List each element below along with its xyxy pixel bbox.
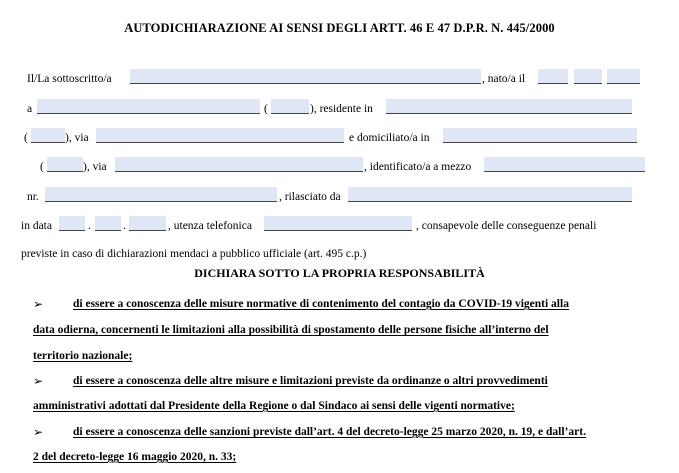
data-mese-field[interactable] — [95, 216, 121, 231]
via-residenza-field[interactable] — [96, 128, 344, 143]
label-paren-open: ( — [264, 103, 268, 115]
via-residenza-input[interactable] — [96, 131, 344, 145]
documento-field[interactable] — [484, 157, 645, 172]
label-a: a — [27, 103, 33, 115]
numero-field[interactable] — [45, 187, 277, 202]
nascita-anno-field[interactable] — [607, 69, 640, 84]
residenza-input[interactable] — [386, 102, 632, 116]
via-domicilio-field[interactable] — [115, 157, 363, 172]
nascita-giorno-input[interactable] — [538, 72, 568, 86]
label-residente: ), residente in — [310, 103, 373, 115]
documento-input[interactable] — [484, 160, 645, 174]
via-domicilio-input[interactable] — [115, 160, 363, 174]
label-previste: previste in caso di dichiarazioni mendaci a pubblico ufficiale (art. 495 c.p.) — [21, 248, 367, 260]
data-giorno-input[interactable] — [59, 219, 85, 233]
data-anno-input[interactable] — [129, 219, 166, 233]
label-dot-1: . — [88, 220, 91, 232]
label-rilasciato: , rilasciato da — [279, 191, 341, 203]
label-nato: , nato/a il — [482, 73, 526, 85]
prov-residenza-input[interactable] — [31, 131, 65, 145]
data-mese-input[interactable] — [95, 219, 121, 233]
residenza-field[interactable] — [386, 99, 632, 114]
nascita-giorno-field[interactable] — [538, 69, 568, 84]
rilasciato-da-input[interactable] — [348, 190, 632, 204]
luogo-nascita-input[interactable] — [37, 102, 260, 116]
label-utenza: , utenza telefonica — [168, 220, 252, 232]
document-title: AUTODICHIARAZIONE AI SENSI DEGLI ARTT. 46 E 47 D.P.R. N. 445/2000 — [124, 21, 555, 35]
label-nr: nr. — [27, 191, 39, 203]
item-1-line-1: di essere a conoscenza delle misure normative di contenimento del contagio da COVID-19 vigenti alla — [73, 298, 569, 310]
prov-nascita-field[interactable] — [271, 99, 309, 114]
label-paren-open-2: ( — [24, 132, 28, 144]
label-identificato: , identificato/a a mezzo — [364, 161, 472, 173]
bullet-arrow-icon: ➢ — [33, 297, 44, 311]
domicilio-input[interactable] — [443, 131, 637, 145]
item-1-line-2: data odierna, concernenti le limitazioni alla possibilità di spostamento delle persone fisiche all’interno del — [33, 324, 549, 336]
dichiara-heading: DICHIARA SOTTO LA PROPRIA RESPONSABILITÀ — [194, 266, 485, 280]
item-3-line-1: di essere a conoscenza delle sanzioni previste dall’art. 4 del decreto-legge 25 marzo 2020, n. 19, e dall’art. — [73, 426, 586, 438]
prov-domicilio-field[interactable] — [47, 157, 83, 172]
data-anno-field[interactable] — [129, 216, 166, 231]
luogo-nascita-field[interactable] — [37, 99, 260, 114]
item-1-line-3: territorio nazionale; — [33, 350, 133, 362]
label-via-2: ), via — [83, 161, 107, 173]
domicilio-field[interactable] — [443, 128, 637, 143]
label-domiciliato: e domiciliato/a in — [349, 132, 430, 144]
label-dot-2: . — [123, 220, 126, 232]
prov-residenza-field[interactable] — [31, 128, 65, 143]
item-3-line-2: 2 del decreto-legge 16 maggio 2020, n. 33; — [33, 451, 237, 463]
bullet-arrow-icon: ➢ — [33, 374, 44, 388]
label-via-1: ), via — [65, 132, 89, 144]
bullet-arrow-icon: ➢ — [33, 425, 44, 439]
nascita-mese-field[interactable] — [574, 69, 602, 84]
label-sottoscritto: Il/La sottoscritto/a — [27, 73, 112, 85]
nascita-anno-input[interactable] — [607, 72, 640, 86]
numero-input[interactable] — [45, 190, 277, 204]
item-2-line-1: di essere a conoscenza delle altre misure e limitazioni previste da ordinanze o altri provvedimenti — [73, 375, 548, 387]
nascita-mese-input[interactable] — [574, 72, 602, 86]
item-2-line-2: amministrativi adottati dal Presidente della Regione o dal Sindaco ai sensi delle vigenti normative; — [33, 400, 515, 412]
prov-nascita-input[interactable] — [271, 102, 309, 116]
data-giorno-field[interactable] — [59, 216, 85, 231]
label-consapevole: , consapevole delle conseguenze penali — [416, 220, 597, 232]
label-in-data: in data — [21, 220, 52, 232]
nome-field[interactable] — [130, 69, 481, 84]
rilasciato-da-field[interactable] — [348, 187, 632, 202]
nome-input[interactable] — [130, 72, 481, 86]
telefono-input[interactable] — [264, 219, 412, 233]
telefono-field[interactable] — [264, 216, 412, 231]
label-paren-open-3: ( — [40, 161, 44, 173]
prov-domicilio-input[interactable] — [47, 160, 83, 174]
